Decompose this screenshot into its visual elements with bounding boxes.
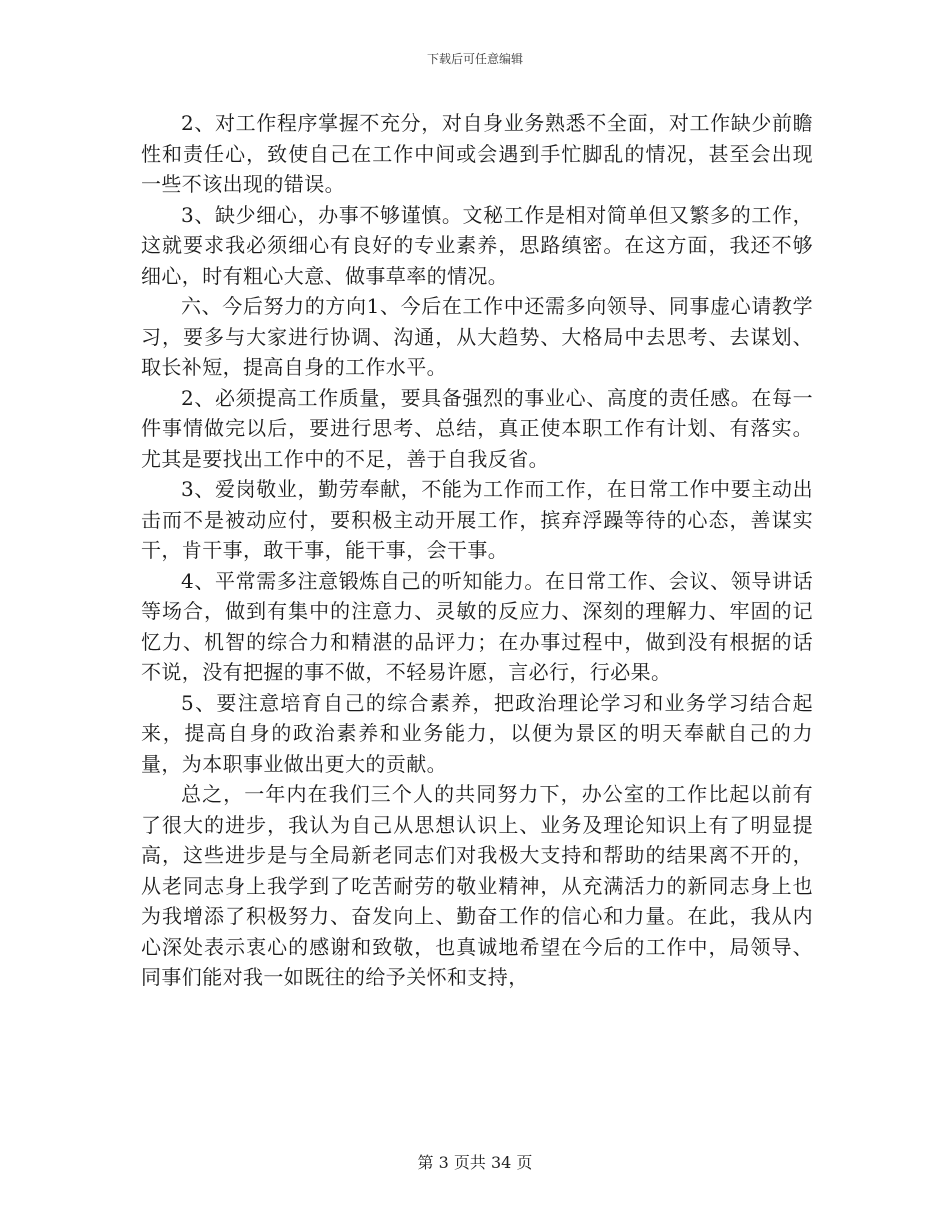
page-header: 下载后可任意编辑	[426, 52, 523, 66]
paragraph-item-2-workflow: 2、对工作程序掌握不充分，对自身业务熟悉不全面，对工作缺少前瞻性和责任心，致使自己在工作中间或会遇到手忙脚乱的情况，甚至会出现一些不该出现的错误。	[141, 111, 813, 196]
paragraph-future-direction-3: 3、爱岗敬业，勤劳奉献，不能为工作而工作，在日常工作中要主动出击而不是被动应付，要积极主动开展工作，摈弃浮躁等待的心态，善谋实干，肯干事，敢干事，能干事，会干事。	[141, 477, 813, 562]
paragraph-future-direction-5: 5、要注意培育自己的综合素养，把政治理论学习和业务学习结合起来，提高自身的政治素养和业务能力，以便为景区的明天奉献自己的力量，为本职事业做出更大的贡献。	[141, 690, 813, 776]
paragraph-future-direction-4: 4、平常需多注意锻炼自己的听知能力。在日常工作、会议、领导讲话等场合，做到有集中的注意力、灵敏的反应力、深刻的理解力、牢固的记忆力、机智的综合力和精湛的品评力；在办事过程中，做到没有根据的话不说，没有把握的事不做，不轻易许愿，言必行，行必果。	[141, 568, 813, 684]
paragraph-future-direction-2: 2、必须提高工作质量，要具备强烈的事业心、高度的责任感。在每一件事情做完以后，要进行思考、总结，真正使本职工作有计划、有落实。尤其是要找出工作中的不足，善于自我反省。	[141, 385, 813, 471]
paragraph-summary: 总之，一年内在我们三个人的共同努力下，办公室的工作比起以前有了很大的进步，我认为自己从思想认识上、业务及理论知识上有了明显提高，这些进步是与全局新老同志们对我极大支持和帮助的结果离不开的，从老同志身上我学到了吃苦耐劳的敬业精神，从充满活力的新同志身上也为我增添了积极努力、奋发向上、勤奋工作的信心和力量。在此，我从内心深处表示衷心的感谢和致敬，也真诚地希望在今后的工作中，局领导、同事们能对我一如既往的给予关怀和支持，	[141, 782, 813, 989]
paragraph-future-direction-1: 六、今后努力的方向1、今后在工作中还需多向领导、同事虚心请教学习，要多与大家进行协调、沟通，从大趋势、大格局中去思考、去谋划、取长补短，提高自身的工作水平。	[141, 294, 813, 379]
document-body	[141, 108, 813, 993]
paragraph-item-3-carefulness: 3、缺少细心，办事不够谨慎。文秘工作是相对简单但又繁多的工作，这就要求我必须细心有良好的专业素养，思路缜密。在这方面，我还不够细心，时有粗心大意、做事草率的情况。	[141, 202, 813, 288]
page-number: 第 3 页共 34 页	[417, 1153, 533, 1172]
